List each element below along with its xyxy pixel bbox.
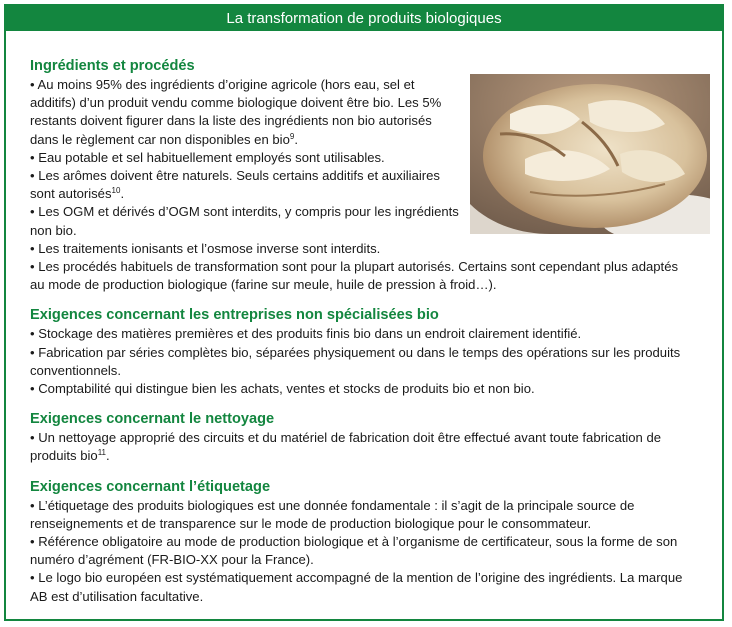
list-item: • Stockage des matières premières et des produits finis bio dans un endroit clairement identifié. xyxy=(30,326,582,342)
list-item: • Le logo bio européen est systématiquement accompagné de la mention de l’origine des ingrédients. La marque AB est d’utilisation facultative. xyxy=(30,570,683,604)
list-item: • Un nettoyage approprié des circuits et du matériel de fabrication doit être effectué avant toute fabrication de produits bio$^{11}$. xyxy=(30,430,662,464)
list-item: • Les traitements ionisants et l’osmose inverse sont interdits. xyxy=(30,240,381,256)
list-item: • Les arômes doivent être naturels. Seuls certains additifs et auxiliaires sont autorisés$^{10}$. xyxy=(30,168,440,202)
section-heading: Exigences concernant l’étiquetage xyxy=(30,478,271,495)
list-item: • Au moins 95% des ingrédients d’origine agricole (hors eau, sel et additifs) d’un produit vendu comme biologique doivent être bio. Les 5% restants doivent figurer dans la liste des ingrédients non bio autorisés dans le règlement car non disponibles en bio$^9$. xyxy=(30,77,442,147)
section-etiquetage xyxy=(30,478,694,606)
list-item: • Eau potable et sel habituellement employés sont utilisables. xyxy=(30,149,385,165)
section-ingredients xyxy=(30,57,694,294)
list-item: • L’étiquetage des produits biologiques est une donnée fondamentale : il s’agit de la principale source de renseignements et de transparence sur le mode de production biologique pour le consommateur. xyxy=(30,497,635,531)
list-item: • Comptabilité qui distingue bien les achats, ventes et stocks de produits bio et non bio. xyxy=(30,381,535,397)
section-heading: Ingrédients et procédés xyxy=(30,58,195,74)
list-item: • Les OGM et dérivés d’OGM sont interdits, y compris pour les ingrédients non bio. xyxy=(30,204,459,238)
list-item: • Fabrication par séries complètes bio, séparées physiquement ou dans le temps des opérations sur les produits conventionnels. xyxy=(30,344,681,378)
section-entreprises xyxy=(30,306,694,398)
section-heading: Exigences concernant le nettoyage xyxy=(30,411,275,428)
section-heading: Exigences concernant les entreprises non spécialisées bio xyxy=(30,307,439,324)
info-box xyxy=(4,4,724,621)
section-nettoyage xyxy=(30,410,694,465)
page-title: La transformation de produits biologiques xyxy=(6,6,722,31)
list-item: • Les procédés habituels de transformation sont pour la plupart autorisés. Certains sont cependant plus adaptés au mode de production biologique (farine sur meule, huile de pression à froid…). xyxy=(30,259,679,293)
main-content xyxy=(30,57,694,618)
list-item: • Référence obligatoire au mode de production biologique et à l’organisme de certificateur, sous la forme de son numéro d’agrément (FR-BIO-XX pour la France). xyxy=(30,534,678,568)
